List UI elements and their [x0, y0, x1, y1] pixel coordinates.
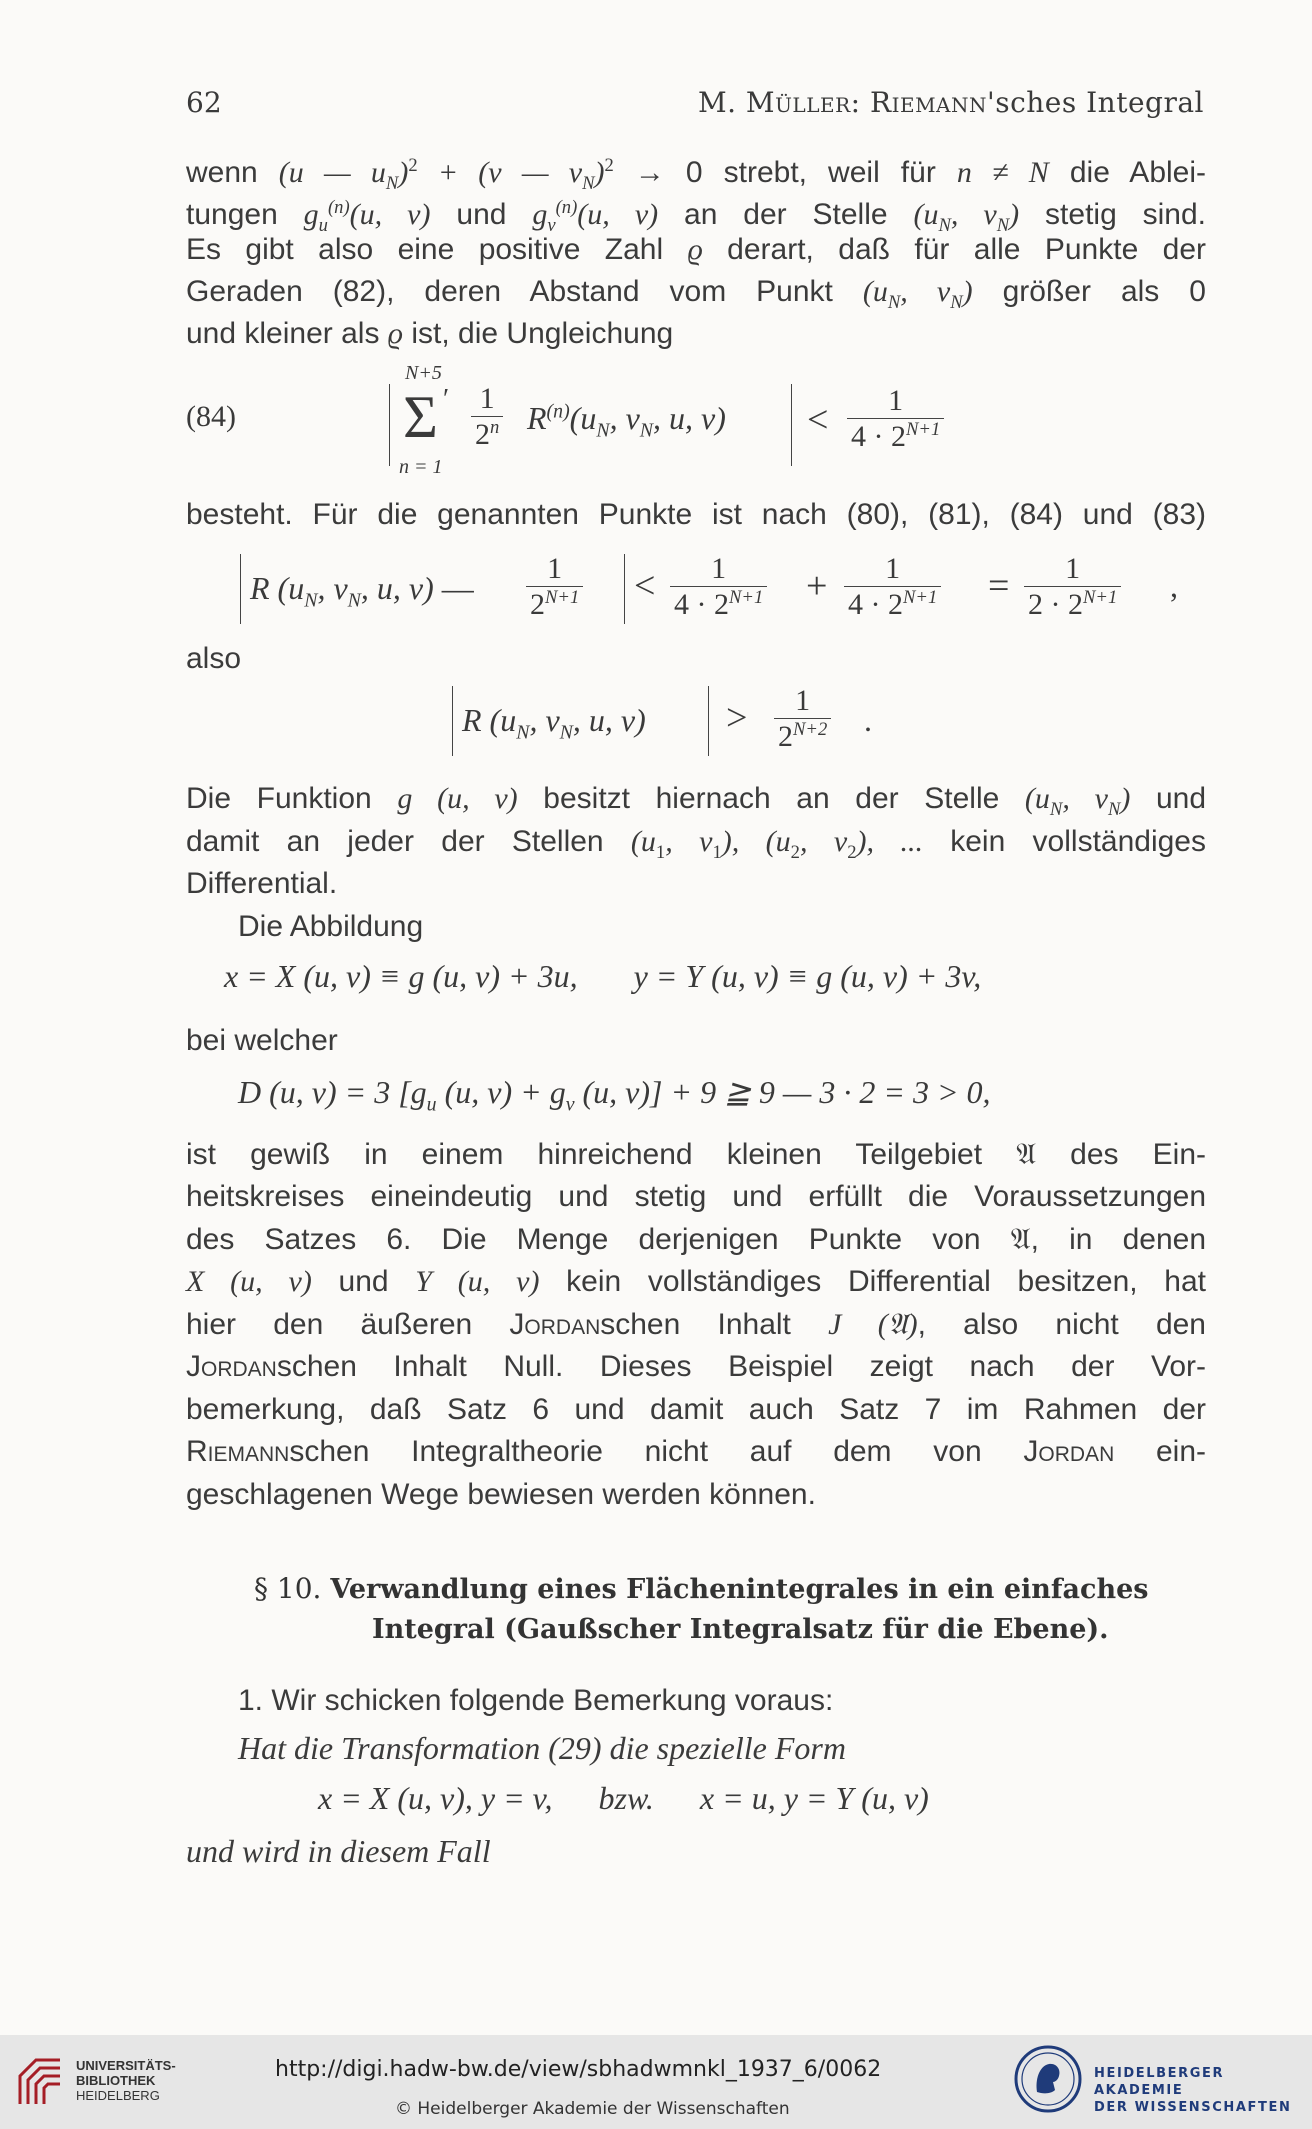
text-line-4: Geraden (82), deren Abstand vom Punkt ($u_N$, $v_N$) größer als 0	[186, 275, 1206, 313]
running-header	[186, 86, 1204, 130]
university-library-logo-icon	[14, 2052, 66, 2112]
text-line-19: bemerkung, daß Satz 6 und damit auch Satz 7 im Rahmen der	[186, 1393, 1206, 1426]
sum-upper-limit: N+5	[405, 362, 442, 384]
text-line-24: und wird in diesem Fall	[186, 1833, 491, 1869]
text-line-16: X (u, v) und Y (u, v) kein vollständiges Differential besitzen, hat	[186, 1265, 1206, 1298]
mapping-equation: x = X (u, v) ≡ g (u, v) + 3u, y = Y (u, v) ≡ g (u, v) + 3v,	[224, 958, 982, 994]
r-term: R ($u_N$, $v_N$, u, v)	[462, 702, 646, 744]
text-line-9: damit an jeder der Stellen ($u_1$, $v_1$), ($u_2$, $v_2$), ... kein vollständiges	[186, 825, 1206, 863]
abs-bar-left	[452, 686, 453, 756]
abs-bar-left	[389, 384, 390, 466]
abs-bar-right	[791, 384, 792, 466]
period: .	[864, 702, 872, 738]
r-term: R ($u_N$, $v_N$, u, v) —	[250, 570, 474, 612]
abs-bar-right	[624, 554, 625, 624]
text-line-21: geschlagenen Wege bewiesen werden können.	[186, 1478, 816, 1511]
fraction-b: $\frac{1}{4 \cdot 2^{N+1}}$	[844, 552, 941, 622]
text-line-14: heitskreises eineindeutig und stetig und erfüllt die Voraussetzungen	[186, 1180, 1206, 1213]
abs-bar-right	[708, 686, 709, 756]
text-line-8: Die Funktion g (u, v) besitzt hiernach an der Stelle ($u_N$, $v_N$) und	[186, 782, 1207, 820]
text-line-10: Differential.	[186, 867, 338, 900]
source-url-link[interactable]: http://digi.hadw-bw.de/view/sbhadwmnkl_1937_6/0062	[275, 2057, 882, 2082]
fraction-1-over-2n1: $\frac{1}{2^{N+1}}$	[526, 552, 583, 622]
section-heading-line-2: Integral (Gaußscher Integralsatz für die Ebene).	[372, 1614, 1109, 1645]
text-line-7: also	[186, 642, 242, 675]
text-line-11: Die Abbildung	[238, 910, 424, 943]
text-line-17: hier den äußeren Jordanschen Inhalt J (𝔄), also nicht den	[186, 1308, 1206, 1341]
equals-sign: =	[988, 565, 1010, 607]
fraction-1-over-4-2n1: $\frac{1}{4 \cdot 2^{N+1}}$	[847, 384, 944, 454]
text-line-18: Jordanschen Inhalt Null. Dieses Beispiel zeigt nach der Vor-	[186, 1350, 1206, 1383]
determinant-equation: D (u, v) = 3 [$g_u$ (u, $v) + g_v$ (u, v)] + 9 ≧ 9 — 3 · 2 = 3 > 0,	[238, 1074, 991, 1116]
text-line-23: Hat die Transformation (29) die spezielle Form	[238, 1730, 846, 1766]
fraction-1-over-2n: $\frac{1}{2^n}$	[471, 382, 503, 452]
text-line-15: des Satzes 6. Die Menge derjenigen Punkte von 𝔄, in denen	[186, 1223, 1207, 1256]
comma: ,	[1170, 568, 1178, 604]
section-heading-line-1: § 10. Verwandlung eines Flächenintegrales in ein einfaches	[254, 1572, 1149, 1605]
page-number: 62	[186, 86, 222, 119]
greater-than-sign: >	[726, 697, 748, 739]
equation-label-84: (84)	[186, 400, 236, 433]
text-line-12: bei welcher	[186, 1024, 338, 1057]
copyright-notice: © Heidelberger Akademie der Wissenschaften	[395, 2099, 790, 2119]
text-line-5: und kleiner als ϱ ist, die Ungleichung	[186, 317, 674, 350]
abs-bar-left	[240, 554, 241, 624]
less-than-sign: <	[634, 565, 656, 607]
text-line-3: Es gibt also eine positive Zahl ϱ derart, daß für alle Punkte der	[186, 233, 1206, 266]
text-line-22: 1. Wir schicken folgende Bemerkung voraus:	[238, 1684, 834, 1717]
plus-sign: +	[806, 565, 828, 607]
sum-lower-limit: n = 1	[399, 456, 443, 478]
text-line-20: Riemannschen Integraltheorie nicht auf dem von Jordan ein-	[186, 1435, 1206, 1468]
inequality-r-bound	[236, 548, 1196, 638]
special-form-equation: x = X (u, v), y = v, bzw. x = u, y = Y (u, v)	[318, 1780, 929, 1816]
running-title: M. Müller: Riemann'sches Integral	[697, 86, 1204, 119]
text-line-1: wenn (u — $u_N)^2 + (v$ — $v_N)^2 \to 0$ strebt, weil für n ≠ N die Ablei-	[186, 155, 1207, 194]
sum-sign: Σ	[403, 384, 438, 450]
university-library-name: UNIVERSITÄTS- BIBLIOTHEK HEIDELBERG	[76, 2058, 176, 2103]
sum-prime: ′	[443, 384, 450, 415]
text-line-13: ist gewiß in einem hinreichend kleinen Teilgebiet 𝔄 des Ein-	[186, 1138, 1206, 1171]
fraction-a: $\frac{1}{4 \cdot 2^{N+1}}$	[670, 552, 767, 622]
academy-name: HEIDELBERGER AKADEMIE DER WISSENSCHAFTEN	[1094, 2066, 1292, 2115]
academy-seal-icon	[1013, 2044, 1083, 2114]
text-line-6: besteht. Für die genannten Punkte ist nach (80), (81), (84) und (83)	[186, 498, 1206, 531]
fraction-c: $\frac{1}{2 \cdot 2^{N+1}}$	[1024, 552, 1121, 622]
fraction-1-over-2n2: $\frac{1}{2^{N+2}}$	[774, 684, 831, 754]
less-than-sign: <	[807, 399, 829, 441]
r-n-term: $R^{(n)}(u_N$, $v_N$, u, v)	[527, 400, 726, 442]
text-line-2: tungen $g_u^{(n)}(u$, v) und $g_v^{(n)}(u$, v) an der Stelle ($u_N$, $v_N$) stetig sind.	[186, 197, 1207, 236]
